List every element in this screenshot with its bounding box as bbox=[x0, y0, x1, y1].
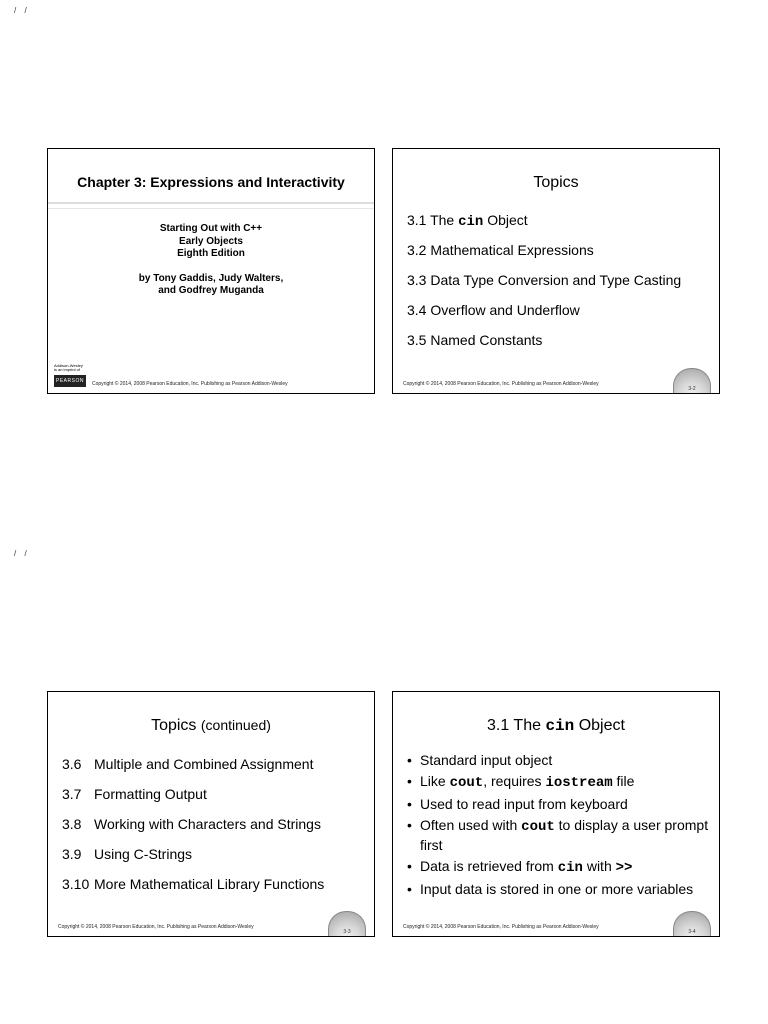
code-text: cin bbox=[458, 214, 484, 230]
list-item: 3.4 Overflow and Underflow bbox=[407, 302, 580, 318]
list-item: 3.1 The cin Object bbox=[407, 212, 528, 230]
authors-line: by Tony Gaddis, Judy Walters, bbox=[138, 272, 284, 284]
page-mark: / / bbox=[14, 549, 30, 558]
bullet-item: • Data is retrieved from cin with >> bbox=[407, 857, 709, 877]
topic-list bbox=[62, 756, 324, 906]
divider bbox=[48, 208, 374, 209]
list-item: 3.5 Named Constants bbox=[407, 332, 543, 348]
slide-cin-object bbox=[392, 691, 720, 937]
book-edition: Eighth Edition bbox=[177, 248, 245, 259]
page-number: 3-4 bbox=[688, 929, 696, 935]
list-item: 3.10 More Mathematical Library Functions bbox=[62, 876, 325, 892]
page-number-badge bbox=[673, 911, 711, 937]
list-item: 3.7 Formatting Output bbox=[62, 786, 207, 802]
divider bbox=[48, 202, 374, 204]
page-mark: / / bbox=[14, 6, 30, 15]
list-item: 3.2 Mathematical Expressions bbox=[407, 242, 594, 258]
slide-heading: Topics (continued) bbox=[151, 717, 271, 734]
list-item: 3.8 Working with Characters and Strings bbox=[62, 816, 321, 832]
book-subtitle: Early Objects bbox=[179, 235, 243, 247]
copyright-text: Copyright © 2014, 2008 Pearson Education, Inc. Publishing as Pearson Addison-Wesley bbox=[403, 924, 599, 930]
bullet-item: • Used to read input from keyboard bbox=[407, 795, 709, 813]
code-text: cin bbox=[545, 717, 575, 735]
heading-suffix: (continued) bbox=[200, 717, 271, 733]
bullet-item: • Standard input object bbox=[407, 751, 709, 769]
page-number: 3-2 bbox=[688, 386, 696, 392]
page-number: 3-3 bbox=[343, 929, 351, 935]
topic-list bbox=[407, 212, 681, 362]
bullet-item: • Input data is stored in one or more variables bbox=[407, 880, 709, 898]
pearson-logo: PEARSON bbox=[54, 375, 86, 387]
publisher-logo bbox=[54, 364, 86, 387]
bullet-list bbox=[407, 751, 709, 901]
slide-heading: 3.1 The cin Object bbox=[487, 717, 625, 735]
slide-heading: Chapter 3: Expressions and Interactivity bbox=[77, 174, 345, 190]
logo-imprint-sub: is an imprint of bbox=[54, 367, 81, 372]
list-item: 3.6 Multiple and Combined Assignment bbox=[62, 756, 314, 772]
slide-title bbox=[47, 148, 375, 394]
slide-topics-continued bbox=[47, 691, 375, 937]
copyright-text: Copyright © 2014, 2008 Pearson Education, Inc. Publishing as Pearson Addison-Wesley bbox=[403, 381, 599, 387]
book-title: Starting Out with C++ bbox=[159, 223, 263, 234]
book-info bbox=[48, 223, 374, 298]
slide-heading: Topics bbox=[533, 174, 579, 191]
list-item: 3.3 Data Type Conversion and Type Casting bbox=[407, 272, 682, 288]
bullet-item: • Like cout, requires iostream file bbox=[407, 772, 709, 792]
slide-topics bbox=[392, 148, 720, 394]
authors-line: and Godfrey Muganda bbox=[158, 285, 264, 296]
copyright-text: Copyright © 2014, 2008 Pearson Education, Inc. Publishing as Pearson Addison-Wesley bbox=[92, 381, 288, 387]
page-number-badge bbox=[328, 911, 366, 937]
page-number-badge bbox=[673, 368, 711, 394]
bullet-item: • Often used with cout to display a user prompt first bbox=[407, 816, 709, 854]
logo-imprint: Addison-Wesley bbox=[54, 363, 83, 368]
list-item: 3.9 Using C-Strings bbox=[62, 846, 193, 862]
copyright-text: Copyright © 2014, 2008 Pearson Education, Inc. Publishing as Pearson Addison-Wesley bbox=[58, 924, 254, 930]
